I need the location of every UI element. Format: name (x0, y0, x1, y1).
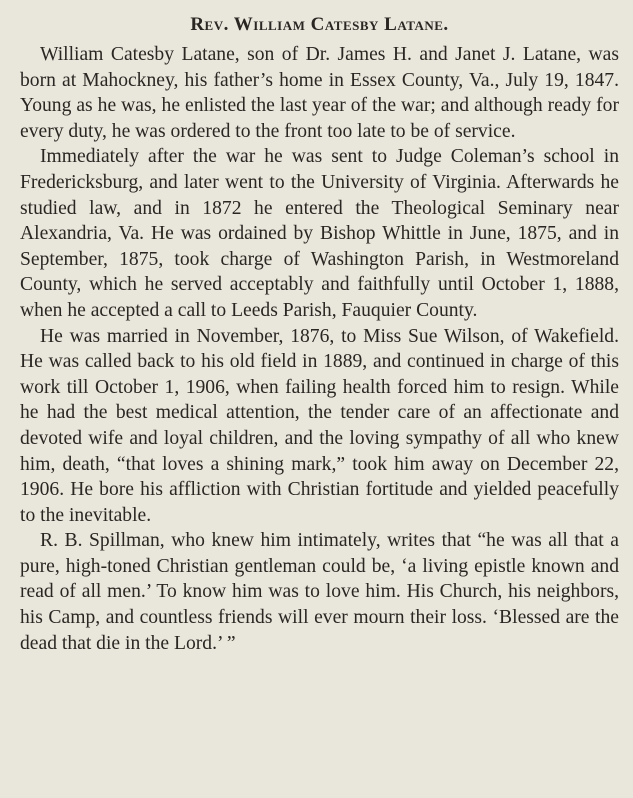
page-title: Rev. William Catesby Latane. (190, 14, 449, 35)
paragraph-career: Immediately after the war he was sent to Judge Coleman’s school in Fredericksburg, and later went to the University of Virginia. Afterwards he studied law, and in 1872 he entered the Theological Seminary near Alexandria, Va. He was ordained by Bishop Whittle in June, 1875, and in September, 1875, took charge of Washington Parish, in Westmoreland County, which he served acceptably and faithfully until October 1, 1888, when he accepted a call to Leeds Parish, Fauquier County. (20, 146, 619, 321)
paragraph-tribute: R. B. Spillman, who knew him intimately, writes that “he was all that a pure, high-toned Christian gentleman could be, ‘a living epistle known and read of all men.’ To know him was to love him. His Church, his neighbors, his Camp, and countless friends will ever mourn their loss. ‘Blessed are the dead that die in the Lord.’ ” (20, 530, 619, 654)
paragraph-birth: William Catesby Latane, son of Dr. James H. and Janet J. Latane, was born at Mahockney, his father’s home in Essex County, Va., July 19, 1847. Young as he was, he enlisted the last year of the war; and although ready for every duty, he was ordered to the front too late to be of service. (20, 44, 619, 142)
paragraph-marriage: He was married in November, 1876, to Miss Sue Wilson, of Wakefield. He was called back to his old field in 1889, and continued in charge of this work till October 1, 1906, when failing health forced him to resign. While he had the best medical attention, the tender care of an affectionate and devoted wife and loyal children, and the loving sympathy of all who knew him, death, “that loves a shining mark,” took him away on December 22, 1906. He bore his affliction with Christian fortitude and yielded peacefully to the inevitable. (20, 325, 619, 526)
